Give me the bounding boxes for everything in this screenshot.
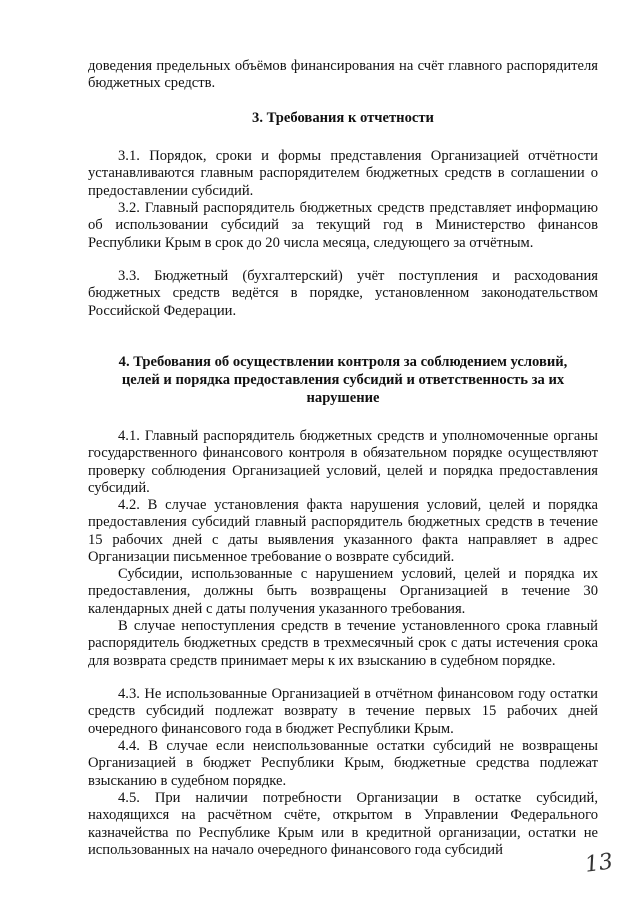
intro-paragraph: доведения предельных объёмов финансирования на счёт главного распорядителя бюджетных средств. [88, 58, 598, 92]
paragraph-4-2: 4.2. В случае установления факта нарушения условий, целей и порядка предоставления субсидий главный распорядитель бюджетных средств в течение 15 рабочих дней с даты выявления указанного факта направляет в адрес Организации письменное требование о возврате субсидий. [88, 497, 598, 566]
page-number: 13 [583, 849, 615, 878]
paragraph-4-5: 4.5. При наличии потребности Организации в остатке субсидий, находящихся на расчётном счёте, открытом в Управлении Федерального казначейства по Республике Крым или в кредитной организации, остатки не использованных на начало очередного финансового года субсидий [88, 790, 598, 859]
paragraph-3-3: 3.3. Бюджетный (бухгалтерский) учёт поступления и расходования бюджетных средств ведётся в порядке, установленном законодательством Российской Федерации. [88, 268, 598, 319]
section-4-heading-line-1: 4. Требования об осуществлении контроля за соблюдением условий, [118, 354, 568, 370]
paragraph-4-1: 4.1. Главный распорядитель бюджетных средств и уполномоченные органы государственного финансового контроля в обязательном порядке осуществляют проверку соблюдения Организацией условий, целей и порядка предоставления субсидий. [88, 428, 598, 497]
paragraph-4-4: 4.4. В случае если неиспользованные остатки субсидий не возвращены Организацией в бюджет Республики Крым, бюджетные средства подлежат взысканию в судебном порядке. [88, 738, 598, 789]
section-4-heading-line-2: целей и порядка предоставления субсидий и ответственность за их [121, 372, 565, 388]
section-3-heading: 3. Требования к отчетности [252, 110, 434, 126]
paragraph-4-2-returns: Субсидии, использованные с нарушением условий, целей и порядка их предоставления, должны быть возвращены Организацией в течение 30 календарных дней с даты получения указанного требования. [88, 566, 598, 617]
paragraph-4-2-non-receipt: В случае непоступления средств в течение установленного срока главный распорядитель бюджетных средств в трехмесячный срок с даты истечения срока для возврата средств принимает меры к их взысканию в судебном порядке. [88, 618, 598, 669]
paragraph-3-2: 3.2. Главный распорядитель бюджетных средств представляет информацию об использовании субсидий за текущий год в Министерство финансов Республики Крым в срок до 20 числа месяца, следующего за отчётным. [88, 200, 598, 251]
paragraph-3-1: 3.1. Порядок, сроки и формы представления Организацией отчётности устанавливаются главным распорядителем бюджетных средств в соглашении о предоставлении субсидий. [88, 148, 598, 199]
section-4-heading-line-3: нарушение [306, 390, 380, 406]
paragraph-4-3: 4.3. Не использованные Организацией в отчётном финансовом году остатки средств субсидий подлежат возврату в течение первых 15 рабочих дней очередного финансового года в бюджет Республики Крым. [88, 686, 598, 737]
